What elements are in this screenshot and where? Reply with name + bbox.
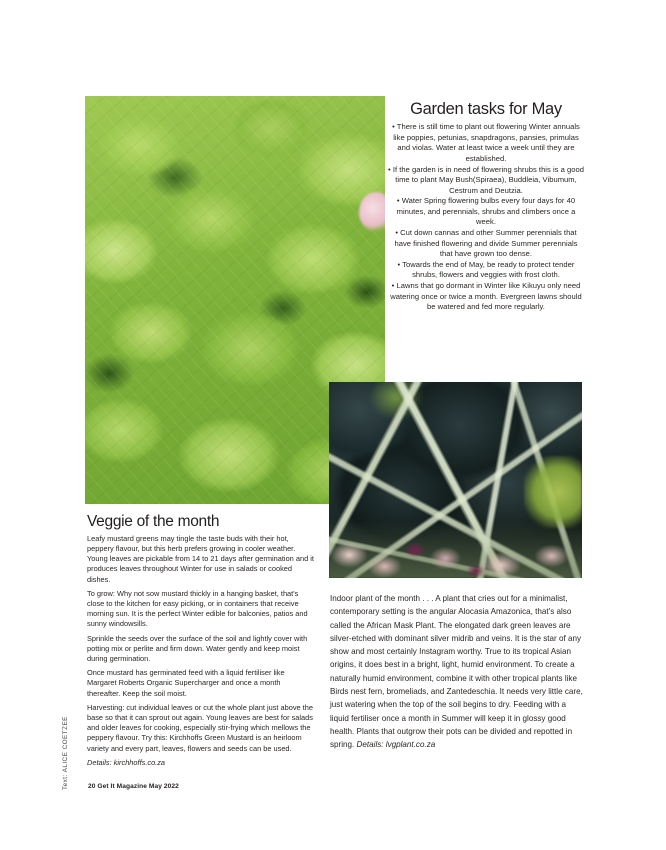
garden-task-item: • Lawns that go dormant in Winter like Kikuyu only need watering once or twice a month. Evergreen lawns should be watered and fed more regularly. [390,281,582,312]
veggie-paragraph: Harvesting: cut individual leaves or cut the whole plant just above the base so that it can sprout out again. Young leaves are best for salads and older leaves for cooking, especially stir-frying which mellows the peppery flavour. Try this: Kirchhoffs Green Mustard is an heirloom variety and every part, leaves, flowers and seeds can be used. [87,702,313,753]
veggie-paragraph: Once mustard has germinated feed with a liquid fertiliser like Margaret Roberts Organic Supercharger and once a month thereafter. Keep the soil moist. [87,668,285,698]
veggie-paragraph: Sprinkle the seeds over the surface of the soil and lightly cover with potting mix or perlite and firm down. Water gently and keep moist during germination. [87,633,308,664]
garden-task-item: • If the garden is in need of flowering shrubs this is a good time to plant May Bush(Spiraea), Buddleia, Vibumum, Cestrum and Deutzia. [388,164,584,195]
indoor-plant-section [330,592,583,752]
veggie-of-the-month-section [87,513,315,768]
garden-tasks-section [388,100,584,313]
veggie-paragraph: To grow: Why not sow mustard thickly in a hanging basket, that's close to the kitchen for easy picking, or in containers that receive morning sun. It is the perfect Winter edible for balconies, patios and sunny windowsills. [87,588,308,629]
veggie-heading: Veggie of the month [87,513,220,530]
garden-task-item: • Towards the end of May, be ready to protect tender shrubs, flowers and veggies with frost cloth. [397,259,575,280]
garden-task-item: • Cut down cannas and other Summer perennials that have finished flowering and divide Summer perennials that have grown too dense. [394,228,578,259]
background-green-highlight [524,456,582,528]
garden-task-item: • There is still time to plant out flowering Winter annuals like poppies, petunias, snapdragons, pansies, primulas and violas. Water at least twice a week until they are established. [392,122,580,163]
alocasia-amazonica-photo [329,382,582,578]
understory-pink-foliage [329,520,582,578]
garden-tasks-heading: Garden tasks for May [410,100,562,118]
page-footer-folio: 20 Get It Magazine May 2022 [88,783,179,790]
indoor-plant-details-link: Details: lvgplant.co.za [356,740,436,750]
pink-blossom-accent [359,192,385,232]
indoor-plant-text: Indoor plant of the month . . . A plant that cries out for a minimalist, contemporary setting is the angular Alocasia Amazonica, that's also called the African Mask Plant. The elongated dark green leaves are silver-etched with dominant silver midrib and veins. It is the star of any show and most certainly Instagram worthy. True to its tropical Asian origins, it does best in a bright, light, humid environment. To create a naturally humid environment, combine it with other tropical plants like Birds nest fern, bromeliads, and Zantedeschia. It needs very little care, just watering when the top of the soil begins to dry. Feeding with a liquid fertiliser once a month in Summer will keep it in glossy good health. Plants that outgrow their pots can be divided and repotted in spring. [330,594,583,750]
garden-task-item: • Water Spring flowering bulbs every four days for 40 minutes, and perennials, shrubs and climbers once a week. [396,196,576,227]
article-credit: Text: ALICE COETZEE [62,716,69,790]
veggie-details-link: Details: kirchhoffs.co.za [87,757,166,767]
indoor-plant-body [330,592,583,752]
veggie-paragraph: Leafy mustard greens may tingle the taste buds with their hot, peppery flavour, but this herb prefers growing in cooler weather. Young leaves are pickable from 14 to 21 days after germination and it produces leaves throughout Winter for use in salads or cooked dishes. [87,533,314,584]
